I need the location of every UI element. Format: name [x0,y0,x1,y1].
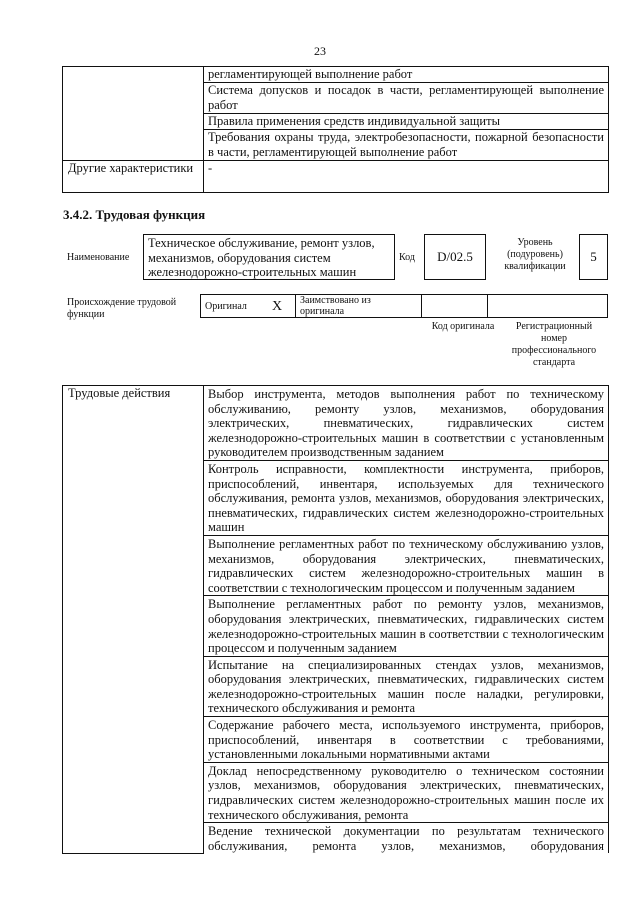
original-label: Оригинал [201,295,260,318]
table-row: Ведение технической документации по результатам технического обслуживания, ремонта узлов, механизмов, оборудования [204,823,609,854]
table-row: Доклад непосредственному руководителю о техническом состоянии узлов, механизмов, оборудования электрических, пневматических, гидравлических систем железнодорожно-строительных машин после их технического обслуживания, ремонта [204,762,609,822]
registration-number-caption: Регистрационный номер профессионального стандарта [511,321,597,368]
original-mark: X [259,295,296,318]
function-name-box: Техническое обслуживание, ремонт узлов, механизмов, оборудования систем железнодорожно-строительных машин [143,234,395,280]
level-value-box: 5 [579,234,608,280]
origin-table [200,294,608,318]
other-characteristics-label: Другие характеристики [63,161,204,193]
code-label: Код [399,252,415,263]
section-heading: 3.4.2. Трудовая функция [63,207,206,222]
requirements-table [62,66,609,193]
page-number: 23 [314,44,326,58]
other-characteristics-value: - [204,161,609,193]
table-row: Требования охраны труда, электробезопасности, пожарной безопасности в части, регламентирующей выполнение работ [204,130,609,161]
function-code-box: D/02.5 [424,234,486,280]
table-row: Система допусков и посадок в части, регламентирующей выполнение работ [204,83,609,114]
registration-number-cell [488,295,608,318]
labor-actions-label: Трудовые действия [63,386,204,854]
table-row: Контроль исправности, комплектности инструмента, приборов, приспособлений, инвентаря, используемых для технического обслуживания, ремонта узлов, механизмов, оборудования электрических, пневматических, гидравлических систем железнодорожно-строительных машин [204,460,609,535]
table-row: Выполнение регламентных работ по ремонту узлов, механизмов, оборудования электрических, пневматических, гидравлических систем железнодорожно-строительных машин в соответствии с технологическим процессом и полученным заданием [204,596,609,656]
code-original-caption: Код оригинала [431,321,495,332]
original-code-cell [422,295,488,318]
level-label: Уровень (подуровень) квалификации [504,237,566,272]
table-row: Выбор инструмента, методов выполнения работ по техническому обслуживанию, ремонту узлов, механизмов, оборудования электрических, пневматических, гидравлических систем железнодорожно-строительных машин в соответствии с установленным руководителем производственным заданием [204,386,609,461]
table-row: Содержание рабочего места, используемого инструмента, приборов, приспособлений, инвентаря в соответствии с требованиями, установленными локальными нормативными актами [204,717,609,763]
table-cell-empty [63,67,204,161]
borrowed-label: Заимствовано из оригинала [296,295,422,318]
labor-actions-table [62,385,609,854]
table-row: Выполнение регламентных работ по техническому обслуживанию узлов, механизмов, оборудования электрических, пневматических, гидравлических систем железнодорожно-строительных машин в соответствии с технологическим процессом и полученным заданием [204,535,609,595]
table-row: регламентирующей выполнение работ [204,67,609,83]
origin-label: Происхождение трудовой функции [67,297,177,320]
table-row: Испытание на специализированных стендах узлов, механизмов, оборудования электрических, пневматических, гидравлических систем железнодорожно-строительных машин после наладки, регулировки, технического обслуживания и ремонта [204,656,609,716]
name-label: Наименование [67,252,130,263]
table-row: Правила применения средств индивидуальной защиты [204,114,609,130]
